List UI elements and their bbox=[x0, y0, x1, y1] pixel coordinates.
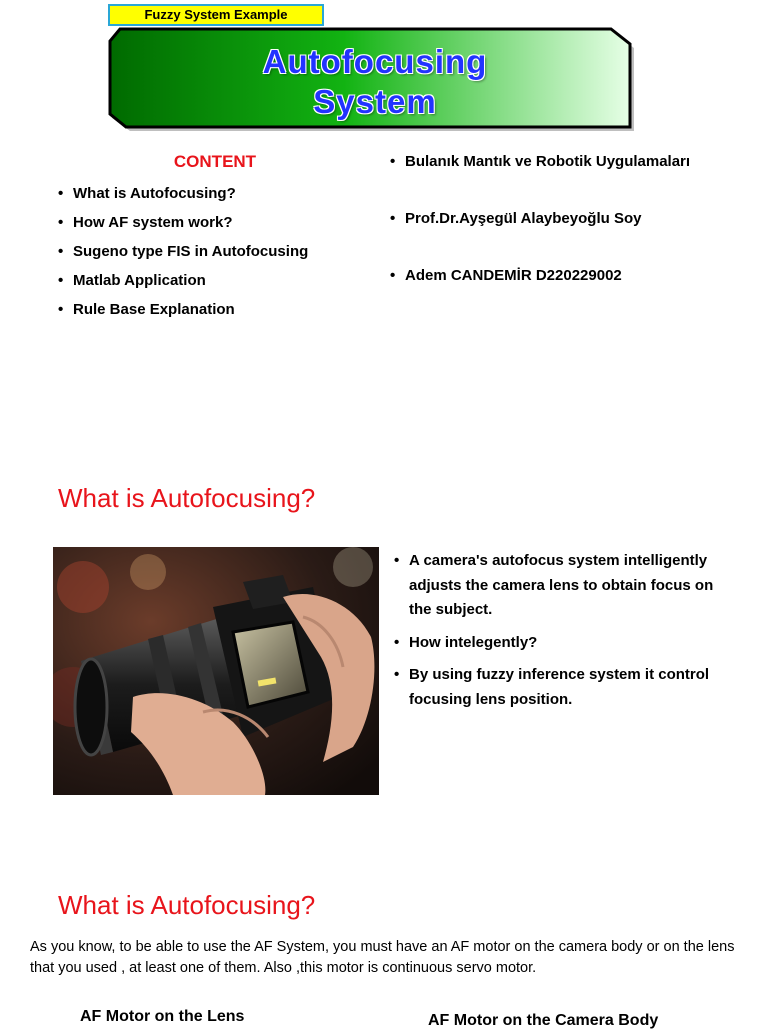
slide2-title: What is Autofocusing? bbox=[58, 483, 316, 513]
bullet-bold-text: autofocus system bbox=[492, 552, 620, 569]
author-info-list bbox=[390, 152, 760, 323]
camera-photo bbox=[53, 547, 379, 795]
course-name: • Bulanık Mantık ve Robotik Uygulamaları bbox=[390, 152, 760, 209]
student-name: • Adem CANDEMİR D220229002 bbox=[390, 266, 760, 323]
slide3-title: What is Autofocusing? bbox=[58, 890, 316, 920]
list-item: • What is Autofocusing? bbox=[58, 184, 378, 213]
bullet-text: A camera's bbox=[409, 552, 493, 569]
bullet-bold-text: focus bbox=[650, 576, 691, 594]
slide2-bullets bbox=[394, 549, 714, 720]
list-item: • Rule Base Explanation bbox=[58, 300, 378, 329]
title-line-1: Autofocusing bbox=[262, 43, 488, 80]
content-list bbox=[58, 184, 378, 329]
title-line-2: System bbox=[313, 83, 437, 120]
af-motor-body-label: AF Motor on the Camera Body bbox=[428, 1012, 659, 1029]
af-motor-lens-label: AF Motor on the Lens bbox=[80, 1008, 245, 1025]
fuzzy-system-tag: Fuzzy System Example bbox=[108, 4, 324, 26]
list-item bbox=[394, 549, 714, 623]
list-item: • Matlab Application bbox=[58, 271, 378, 300]
list-item: • By using fuzzy inference system it control focusing lens position. bbox=[394, 663, 714, 712]
content-heading: CONTENT bbox=[173, 152, 257, 171]
list-item: • How intelegently? bbox=[394, 631, 714, 656]
list-item: • How AF system work? bbox=[58, 213, 378, 242]
bullet-text: intelligently adjusts the camera lens to obtain bbox=[409, 552, 708, 594]
list-item: • Sugeno type FIS in Autofocusing bbox=[58, 242, 378, 271]
slide3-paragraph: As you know, to be able to use the AF System, you must have an AF motor on the camera body or on the lens that you used , at least one of them. Also ,this motor is continuous servo motor. bbox=[30, 939, 735, 976]
presentation-title bbox=[150, 42, 600, 122]
bullet-text: on the subject. bbox=[409, 576, 714, 618]
instructor-name: • Prof.Dr.Ayşegül Alaybeyoğlu Soy bbox=[390, 209, 760, 266]
